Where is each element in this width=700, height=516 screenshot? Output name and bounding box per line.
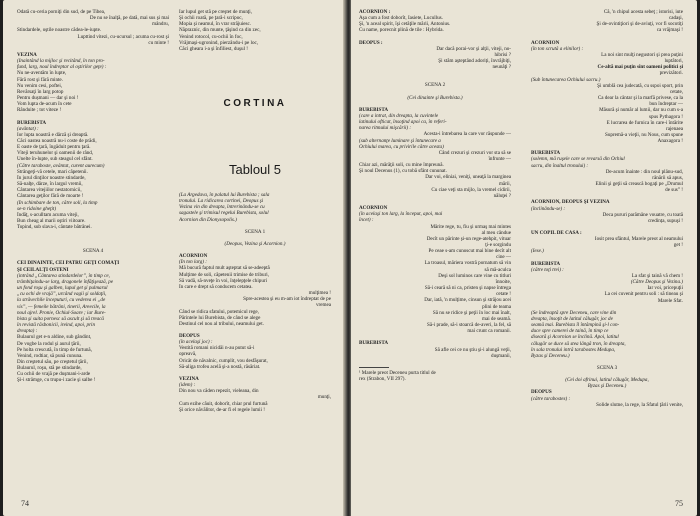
text-line: vis”, — femeile bătrâni, tinerii, Areecile, la: [17, 303, 106, 310]
text-line: (Inaintând la mijloc şi recitând, în ton pro-: [17, 58, 105, 65]
text-line: Când se ridica sfatului, potemicul rege,: [179, 308, 259, 315]
text-line: Lupttind vitezi, cu-ucursul ; acuma cu-rost şi: [77, 33, 169, 40]
text-line: Bulaurul get e-n aldine, sub gândint,: [17, 334, 92, 341]
text-line: Cu name, porecnit plină de tile : Hybrida.: [359, 27, 444, 34]
text-line: Ior lupta noastră e dârză şi dreaptă.: [17, 131, 89, 138]
text-line: Decît un părinte şi-un rege-atehpit, vituar: [426, 235, 511, 242]
text-line: luptători,: [664, 58, 683, 65]
text-line: (Sub întunecarea Ochiului sacru.): [531, 76, 601, 83]
right-column-1: [359, 9, 511, 382]
text-line: Solide slutne, la rege, la Sfatul ţării venite,: [596, 401, 683, 408]
text-line: Să vadă, să-nveţe în voi, înţelepţele chipuri: [179, 277, 267, 284]
text-line: SCENA 1: [244, 228, 266, 235]
text-line: năluţei ?: [493, 192, 511, 199]
text-line: Mărite rege, tu, fiu şi urmaş mai mintes: [430, 223, 511, 230]
text-line: Năpraznic, din munte, ţâşind ca din zec,: [179, 27, 261, 34]
text-line: Destinul cel nou al tribului, neamului get.: [179, 320, 264, 327]
text-line: (către tarabostes) :: [531, 395, 571, 402]
text-line: narea ritmului mişcării) :: [359, 125, 412, 132]
text-line: La noi sint mulţi negustori şi prea puţini: [601, 51, 683, 58]
text-line: Ca dear la cântar şi la marfă privese, ca la: [597, 95, 683, 102]
cortina-heading: CORTINA: [223, 98, 287, 109]
text-line: Bun cheag al marii oştiri viitoare.: [17, 218, 86, 224]
text-line: (Cei doi afrinui, latitul călugăr, Medupa,: [565, 377, 649, 384]
text-line: Pentru dușmani — dar şi noi !: [17, 95, 79, 102]
text-line: SCENA 4: [82, 248, 104, 255]
text-line: Viteji teruhunelor şi oamenii de rând,: [17, 150, 94, 157]
text-line: (În ton larg) :: [179, 259, 207, 266]
text-line: înfrunte —: [488, 155, 511, 162]
text-line: De-acum înainte : din noul plânu-sud,: [605, 168, 683, 175]
speaker-name: BUREBISTA: [531, 150, 561, 157]
text-line: bista şi suita pornesc să ascult şi să treacă: [17, 315, 104, 322]
text-line: Şi orice năvălitor, de-ar fi el regele lumii !: [179, 406, 265, 413]
text-line: mândru,: [152, 21, 169, 28]
speaker-name: CEI DINAINTE, CEI PATRU GEŢI COMAŢI: [17, 260, 120, 267]
text-line: (Către Deopus şi Vezina.): [630, 279, 683, 286]
text-line: Iar voi, pricepuţii: [647, 285, 683, 292]
text-line: seamă mai. Burebista îl întâmpină şi-l con-: [531, 322, 620, 329]
text-line: (intrând „Cântarea stindardelor”, în timp ce,: [17, 272, 110, 279]
text-line: (în acelaşi ton larg, la început, apoi, mai: [359, 211, 443, 218]
speaker-name: BUREBISTA: [359, 106, 389, 113]
text-line: Să nu se ridice şi peţii în loc mai înalt,: [432, 309, 511, 316]
text-line: În jurul dinţilor noastre stindarde,: [17, 174, 86, 181]
text-line: duşmanii,: [491, 352, 511, 359]
text-line: Căci oastea noastră nu-i coste de prădi,: [17, 137, 97, 144]
text-line: ca vrăjmaşi !: [656, 27, 683, 34]
text-line: La troasul, măriera vostră pornatum să vin: [424, 260, 511, 267]
text-line: fund, larg, noul îndreptar al oştirilor geţe) :: [17, 64, 107, 71]
text-line: al meu cândue: [481, 229, 511, 236]
text-line: ţi-e sorgindu: [485, 242, 511, 248]
text-line: rânării să apus,: [652, 174, 683, 181]
text-line: Şi ochii roată, pe ţară-i scripoc,: [179, 15, 243, 22]
text-line: Supremă-a vieţii, nu Nous, cum spune: [605, 131, 683, 138]
text-line: (în acelaşi joc) :: [179, 339, 213, 346]
text-line: Mă bucură faptul mult aşteptat să se-adeeptă: [179, 265, 270, 272]
text-line: (solemn, mă ruşele care se revarsă din Ochiul: [531, 156, 625, 163]
text-line: (avântat) :: [17, 125, 39, 132]
speaker-name: BUREBISTA: [17, 119, 47, 126]
text-line: se-n ridoine gheţit): [17, 205, 57, 212]
text-line: Măsură şi număr al lumii, dar nu cum s-a: [599, 107, 683, 114]
text-line: Să-i prade, să-i stoarcă de-averi, la fel, să: [426, 322, 511, 329]
left-column-1: [17, 9, 169, 384]
text-line: Anaxagora !: [657, 138, 683, 145]
text-line: La sfat şi taină vă chem !: [631, 272, 683, 279]
text-line: Iar lupul get stă pe creştet de munţi,: [179, 9, 252, 15]
text-line: Pe ceae s-am cunoscut mai bine decît alt: [428, 248, 511, 255]
text-line: SCENA 2: [424, 82, 446, 89]
text-line: Dar, iată, 'n mulţime, cinsun şi străjou acei: [424, 297, 511, 304]
text-line: încet) :: [359, 217, 374, 224]
text-line: (în ton scrută a elinilor) :: [531, 45, 584, 52]
text-line: mării,: [498, 180, 511, 187]
page-number-left: 74: [21, 499, 29, 508]
text-line: Elinii şi geţii să crească bogaţi pe „Drumul: [595, 181, 683, 188]
text-line: SCENA 3: [596, 364, 618, 371]
text-line: Cântarea vitejiilor nestatornicii,: [17, 187, 82, 194]
text-line: În care e drept să conducem cetatea.: [179, 283, 253, 290]
text-line: Şi umblă cea judecată, cu sspoi sport, prin: [597, 82, 683, 89]
text-line: Din creştetul său, pe creştetul ţării,: [17, 358, 88, 365]
speaker-name: ACORNION :: [359, 9, 391, 15]
text-line: (În schimbare de ton, către soli, la timp: [17, 199, 98, 206]
speaker-name: ACORNION: [359, 205, 388, 212]
text-line: dreapta, însoţit de latitul călugăr, joc de: [531, 315, 613, 322]
text-line: (Iese.): [531, 248, 544, 255]
text-line: (sub alternanţe luminare şi întunecare a: [359, 137, 441, 144]
text-line: sacru, din înaltul tronului) :: [531, 162, 589, 169]
text-line: previzători.: [659, 70, 683, 77]
text-line: credința, supuşi !: [648, 217, 683, 224]
speaker-name: BUREBISTA: [531, 260, 561, 267]
speaker-name: ACORNION, DEOPUS ŞI VEZINA: [531, 199, 610, 206]
tablou-heading: Tabloul 5: [228, 162, 282, 177]
text-line: Vrăjmaşi-ugronind, pierzându-i pe loc,: [179, 39, 259, 46]
text-line: get !: [673, 242, 683, 249]
text-line: Vezina vin din dreapta, întrerinându-se cu: [179, 204, 265, 211]
text-line: Şi-i strâmge, cu trupu-i zacie şi salbe !: [17, 377, 96, 384]
text-line: în revistă răsbonicii, ireind, apoi, prin: [17, 322, 96, 329]
text-line: Să-nalţe, dârze, în largul vremii,: [17, 181, 83, 188]
text-line: rex (Strabon, VII 297).: [359, 375, 406, 382]
text-line: Acesta-i întrebarea la care vor răspunde —: [423, 131, 511, 138]
right-page: [351, 0, 697, 516]
text-line: Să afle cei ce nu ştiu şi-i alungă veţii,: [434, 346, 511, 353]
text-line: (Către taraboste, avântat, curent aurecum): [17, 162, 105, 169]
text-line: (care a intrat, din dreapta, la cuvintele: [359, 112, 439, 119]
text-line: bun îndreptar —: [649, 101, 683, 108]
text-line: călugăr se duce să stea lângă tron, în dreapta,: [531, 340, 626, 347]
text-line: (înclinându-se) :: [531, 205, 566, 212]
text-line: Cum ezihe căuit, doborît, chiar prul furtună: [179, 400, 268, 407]
text-line: Spre-acestea şi eu m-am iot îndreptat de pe: [243, 296, 331, 303]
speaker-name: Ce-altă mai puţin sînt oameni politici şi: [597, 64, 683, 71]
text-line: trâmbiţaindu-se larg, dragonele înfăţişează, pe: [17, 278, 114, 285]
text-line: spus Pythagora !: [649, 113, 683, 120]
speaker-name: DEOPUS: [531, 389, 552, 396]
text-line: tronului. La ridicarea cortinei, Deopus şi: [179, 198, 264, 205]
text-line: noul ajrel. Pronie, Ochiul-Soare ; iar Bure-: [17, 309, 106, 316]
left-page: [3, 0, 346, 516]
text-line: Oricât de năvalnic, cumplit, vou desfăşurat,: [179, 357, 268, 364]
text-line: de sus” !: [665, 187, 683, 194]
text-line: De vogbe la rodul şi aurul ţării,: [17, 340, 81, 347]
text-line: Să-aliga trofeu acelă şi-a nostă, răsăriat.: [179, 363, 261, 370]
text-line: Acornion din Dionysopolis.): [179, 216, 237, 223]
text-line: mulţimea !: [308, 290, 331, 297]
text-line: Venind rotocol, cu-ochii în foc,: [179, 33, 243, 40]
text-line: Bulaurul, roşu, stă pe stindarde,: [17, 365, 82, 372]
text-line: ¹ Marele preot Deceneu purta titlul de: [359, 369, 436, 376]
text-line: Şi stăm aşteptând adoriți, învrăjbiţi,: [438, 58, 511, 65]
speaker-name: BUREBISTA: [359, 340, 389, 347]
text-line: Şi, 'n aceal spirit, îşi cetăţile mării, Antonius.: [359, 21, 451, 28]
text-line: (către toţi trei) :: [531, 266, 564, 273]
text-line: Deşi sol luminos care vine cu titluri: [438, 272, 511, 279]
text-line: (Deopus, Vezina şi Acornion.): [224, 240, 286, 247]
text-line: hibrisi ?: [494, 51, 511, 58]
text-line: cadaşi,: [668, 15, 683, 22]
text-line: E lucrarea de furnica în care-i întărite: [606, 119, 683, 126]
text-line: La cei cuvenit pentru soli : să tineau şi: [604, 291, 683, 298]
text-line: Odată cu-ceria porniţi din sud, de pe Tibea,: [17, 9, 106, 15]
text-line: (Se îndreaptă spre Deceneu, care vine din: [531, 309, 617, 316]
text-line: în sala tronului intră tarabostes Medupa,: [531, 346, 616, 353]
text-line: Îndăţ, s-aculltam acuma viteji,: [17, 211, 79, 218]
text-line: cetate,: [669, 88, 683, 95]
text-line: Deca pururi parămâne vouatre, cu toată: [602, 211, 683, 218]
text-line: Ochiului marea, cu privirile către acesta): [359, 143, 444, 150]
speaker-name: UN COPIL DE CASA :: [531, 230, 582, 236]
text-line: Unelte în-lupte, sub steagul cel sfânt.: [17, 156, 93, 163]
text-line: diseară şi Acornion se înclină. Apoi, latitul: [531, 334, 619, 341]
speaker-name: VEZINA: [179, 375, 199, 382]
text-line: mai de seamă.: [482, 315, 511, 322]
text-line: sagastele şi trimisul regelui Burebista, solul: [179, 210, 269, 217]
text-line: Căci gheara i-a şi înfiliest, duşul !: [179, 45, 248, 52]
text-line: opreavă,: [179, 351, 197, 358]
text-line: Cu ciae veţi sta mijlo, la vremel cidirii,: [431, 186, 511, 193]
text-line: Revărsaţi în larg potop: [17, 88, 64, 95]
text-line: Byzas şi Deceneu.): [531, 352, 570, 359]
speaker-name: DEOPUS: [179, 332, 200, 339]
text-line: Dar dacă porai-vor şi alţii, viteji, no-: [436, 45, 511, 52]
text-line: De nu se înalţă, pe dată, mai sus şi mai: [89, 15, 169, 22]
text-line: (Cei dinainte şi Burebista.): [407, 94, 463, 101]
spacer: [359, 367, 389, 368]
text-line: Să-i ceară să ni ca, pristen şi napse întrega: [424, 285, 511, 292]
text-line: la străvechile începuturi, cu vederea ei „de: [17, 297, 106, 304]
text-line: plini de teama: [482, 303, 511, 310]
text-line: E oaste de ţară, îngăduit pentru ţară.: [17, 144, 91, 151]
text-line: duce spre camerei de taină, în timp ce: [531, 328, 609, 335]
speaker-name: VEZINA: [17, 51, 37, 58]
left-column-2-top: [179, 9, 331, 52]
text-line: Stindardele, oştile noastre cădea-le-iupte.: [17, 27, 102, 34]
text-line: Venind, rodtiar, să pună cununa.: [17, 352, 83, 359]
text-line: Că, 'n chipul acesta sebeţ ; istorisi, iute: [603, 9, 683, 15]
text-line: cetate !: [496, 291, 511, 298]
text-line: rajenaea: [666, 125, 683, 132]
text-line: munţi,: [317, 394, 331, 401]
speaker-name: ŞI CEILALŢI OSTENI: [17, 266, 69, 273]
text-line: mai crunt ca romanii.: [467, 328, 511, 335]
text-line: Cu ochii de vrajă pe duşmani-i-arde: [17, 371, 91, 378]
text-line: Chiar azi, mărăţii soli, cu mine împreună.: [359, 162, 444, 169]
text-line: un fond roşu şi galben, lupul get şi pulmarul: [17, 285, 108, 292]
text-line: Dar voi, eliniai, veniţi, uneaţă la marginea: [425, 174, 511, 181]
text-line: latinului ofticat, însoţind apoi ca, în referi-: [359, 119, 447, 126]
text-line: Vom lupta de-acum în cete: [17, 101, 72, 108]
text-line: neunâţi ?: [492, 64, 511, 71]
page-number-right: 75: [675, 499, 683, 508]
text-line: Mulţime de soli, căpetenii trimise de triburi,: [179, 271, 269, 278]
text-line: vremea: [316, 302, 331, 309]
text-line: Nu venim cesi, poftei,: [17, 82, 63, 89]
text-line: dreapta) :: [17, 328, 38, 335]
text-line: Când crezuri şi crezuri vor sta să se: [438, 149, 511, 156]
speaker-name: ACORNION: [179, 253, 208, 260]
text-line: Strângeţi-vă cetele, mari căpetenii.: [17, 168, 88, 175]
text-line: Vestită romani nicidăi n-au putut să-i: [179, 345, 255, 352]
text-line: „cu ochi de vrajă”, urcând vagii şi soldaţii,: [17, 291, 107, 298]
text-line: Şi de-ovintiţiori şi de-aviuţi, vor fi socotiţi: [596, 21, 683, 28]
text-line: Pe holta crescută, în timp de furtună,: [17, 346, 92, 353]
text-line: Topind, sub slava-i, cântate bătrânei.: [17, 224, 92, 231]
text-line: Marele Sfat.: [657, 297, 683, 304]
text-line: Cântarea geţilor fără de moarte !: [17, 193, 84, 200]
text-line: Iosit prea sfântul, Marele preot al neamului: [594, 236, 683, 243]
text-line: (idem) :: [179, 382, 196, 389]
speaker-name: ACORNION: [531, 39, 560, 46]
text-line: Fără rost şi fără minte.: [17, 76, 63, 83]
left-column-2-bottom: [179, 192, 331, 413]
right-column-2: [531, 9, 683, 408]
text-line: Mopia şi neamul, în vrar străjuiesc.: [179, 21, 252, 28]
spacer: [359, 359, 511, 365]
text-line: cine —: [496, 254, 511, 261]
text-line: să mă-aculca: [484, 266, 511, 273]
text-line: Rânduite ; tot viteze !: [17, 107, 62, 114]
text-line: Din nou va căden repezit, vieleana, din: [179, 388, 259, 395]
text-line: cu minte !: [148, 39, 169, 46]
text-line: Şi noul Decenus (1), cu tobă sfânt cununat.: [359, 168, 447, 175]
text-line: Aşa cum a fost doborît, Iasiete, Lucullus.: [359, 15, 443, 22]
text-line: Părintele lui Burebista, de când se alege: [179, 314, 261, 321]
text-line: (La Argedava, în palatul lui Burebista ; sala: [179, 192, 270, 198]
text-line: Byzas şi Deceneu.): [587, 383, 627, 390]
speaker-name: DEOPUS :: [359, 39, 383, 46]
text-line: înnoite,: [495, 278, 511, 285]
text-line: Nu ne-aventăm în lupte,: [17, 70, 67, 77]
